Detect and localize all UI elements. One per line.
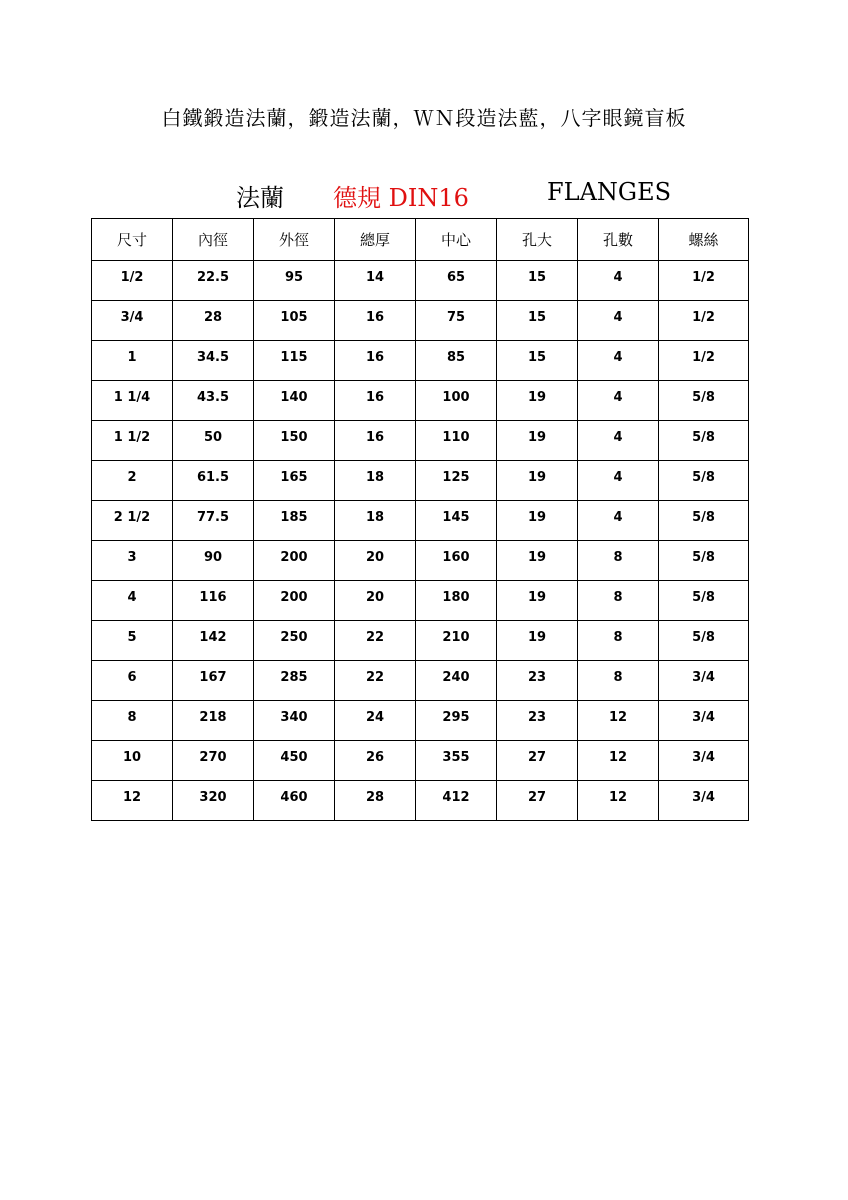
table-cell: 12 <box>578 741 659 781</box>
table-cell: 22.5 <box>173 261 254 301</box>
table-cell: 3/4 <box>659 661 749 701</box>
table-cell: 24 <box>335 701 416 741</box>
table-cell: 4 <box>578 421 659 461</box>
table-cell: 5 <box>92 621 173 661</box>
table-cell: 19 <box>497 381 578 421</box>
table-cell: 340 <box>254 701 335 741</box>
table-cell: 240 <box>416 661 497 701</box>
flange-spec-table <box>91 218 749 821</box>
table-cell: 4 <box>578 381 659 421</box>
table-cell: 20 <box>335 541 416 581</box>
table-cell: 8 <box>578 621 659 661</box>
table-cell: 115 <box>254 341 335 381</box>
table-cell: 19 <box>497 421 578 461</box>
table-cell: 75 <box>416 301 497 341</box>
column-header: 孔大 <box>497 219 578 261</box>
table-cell: 5/8 <box>659 581 749 621</box>
table-cell: 15 <box>497 341 578 381</box>
table-cell: 4 <box>578 301 659 341</box>
table-cell: 15 <box>497 301 578 341</box>
table-cell: 6 <box>92 661 173 701</box>
table-cell: 19 <box>497 621 578 661</box>
column-header: 尺寸 <box>92 219 173 261</box>
table-row <box>92 581 749 621</box>
table-title <box>0 178 848 214</box>
table-row <box>92 421 749 461</box>
table-cell: 5/8 <box>659 461 749 501</box>
table-cell: 27 <box>497 781 578 821</box>
table-cell: 14 <box>335 261 416 301</box>
table-cell: 22 <box>335 621 416 661</box>
table-cell: 10 <box>92 741 173 781</box>
table-cell: 270 <box>173 741 254 781</box>
table-row <box>92 701 749 741</box>
table-cell: 160 <box>416 541 497 581</box>
table-cell: 145 <box>416 501 497 541</box>
table-cell: 460 <box>254 781 335 821</box>
table-cell: 23 <box>497 701 578 741</box>
title-chinese: 法蘭 <box>236 184 284 212</box>
column-header: 外徑 <box>254 219 335 261</box>
table-cell: 110 <box>416 421 497 461</box>
table-cell: 116 <box>173 581 254 621</box>
table-cell: 3/4 <box>659 741 749 781</box>
table-cell: 19 <box>497 461 578 501</box>
table-cell: 295 <box>416 701 497 741</box>
table-cell: 2 <box>92 461 173 501</box>
table-cell: 3 <box>92 541 173 581</box>
table-body <box>92 261 749 821</box>
table-row <box>92 461 749 501</box>
document-header: 白鐵鍛造法蘭，鍛造法蘭，ＷＮ段造法藍，八字眼鏡盲板 <box>161 106 687 130</box>
table-cell: 3/4 <box>92 301 173 341</box>
column-header: 孔數 <box>578 219 659 261</box>
table-row <box>92 261 749 301</box>
table-cell: 61.5 <box>173 461 254 501</box>
table-cell: 19 <box>497 541 578 581</box>
table-cell: 16 <box>335 341 416 381</box>
table-cell: 28 <box>335 781 416 821</box>
table-cell: 1/2 <box>659 341 749 381</box>
table-cell: 28 <box>173 301 254 341</box>
table-cell: 15 <box>497 261 578 301</box>
table-cell: 5/8 <box>659 501 749 541</box>
table-cell: 16 <box>335 421 416 461</box>
table-cell: 1/2 <box>659 261 749 301</box>
table-cell: 250 <box>254 621 335 661</box>
table-row <box>92 621 749 661</box>
table-cell: 450 <box>254 741 335 781</box>
table-row <box>92 541 749 581</box>
table-cell: 77.5 <box>173 501 254 541</box>
table-cell: 43.5 <box>173 381 254 421</box>
table-cell: 142 <box>173 621 254 661</box>
table-cell: 85 <box>416 341 497 381</box>
table-cell: 105 <box>254 301 335 341</box>
table-cell: 125 <box>416 461 497 501</box>
table-row <box>92 781 749 821</box>
table-cell: 65 <box>416 261 497 301</box>
column-header: 總厚 <box>335 219 416 261</box>
table-cell: 12 <box>578 701 659 741</box>
table-cell: 355 <box>416 741 497 781</box>
table-cell: 185 <box>254 501 335 541</box>
table-cell: 165 <box>254 461 335 501</box>
table-cell: 1/2 <box>659 301 749 341</box>
table-cell: 90 <box>173 541 254 581</box>
table-cell: 200 <box>254 581 335 621</box>
table-cell: 2 1/2 <box>92 501 173 541</box>
table-cell: 200 <box>254 541 335 581</box>
table-cell: 34.5 <box>173 341 254 381</box>
table-cell: 218 <box>173 701 254 741</box>
table-cell: 95 <box>254 261 335 301</box>
table-cell: 4 <box>578 461 659 501</box>
table-cell: 27 <box>497 741 578 781</box>
table-cell: 412 <box>416 781 497 821</box>
table-cell: 8 <box>578 581 659 621</box>
table-cell: 18 <box>335 501 416 541</box>
table-cell: 1/2 <box>92 261 173 301</box>
table-row <box>92 381 749 421</box>
table-row <box>92 501 749 541</box>
table-row <box>92 661 749 701</box>
table-cell: 8 <box>578 541 659 581</box>
table-cell: 16 <box>335 381 416 421</box>
column-header: 中心 <box>416 219 497 261</box>
table-cell: 19 <box>497 581 578 621</box>
table-cell: 20 <box>335 581 416 621</box>
table-cell: 1 <box>92 341 173 381</box>
table-cell: 140 <box>254 381 335 421</box>
table-cell: 1 1/4 <box>92 381 173 421</box>
table-cell: 12 <box>92 781 173 821</box>
title-standard: 德規 DIN16 <box>333 184 469 212</box>
table-cell: 5/8 <box>659 381 749 421</box>
table-cell: 22 <box>335 661 416 701</box>
table-cell: 4 <box>92 581 173 621</box>
table-cell: 16 <box>335 301 416 341</box>
table-header-row <box>92 219 749 261</box>
table-cell: 19 <box>497 501 578 541</box>
table-cell: 3/4 <box>659 781 749 821</box>
table-row <box>92 741 749 781</box>
table-cell: 285 <box>254 661 335 701</box>
table-cell: 26 <box>335 741 416 781</box>
table-cell: 18 <box>335 461 416 501</box>
table-cell: 5/8 <box>659 541 749 581</box>
table-cell: 8 <box>578 661 659 701</box>
title-english: FLANGES <box>547 178 672 206</box>
column-header: 內徑 <box>173 219 254 261</box>
column-header: 螺絲 <box>659 219 749 261</box>
table-cell: 1 1/2 <box>92 421 173 461</box>
table-cell: 23 <box>497 661 578 701</box>
table-cell: 5/8 <box>659 421 749 461</box>
table-cell: 210 <box>416 621 497 661</box>
table-cell: 50 <box>173 421 254 461</box>
table-cell: 150 <box>254 421 335 461</box>
table-cell: 4 <box>578 341 659 381</box>
table-cell: 4 <box>578 261 659 301</box>
table-cell: 320 <box>173 781 254 821</box>
table-row <box>92 341 749 381</box>
table-cell: 4 <box>578 501 659 541</box>
table-row <box>92 301 749 341</box>
table-cell: 8 <box>92 701 173 741</box>
table-cell: 5/8 <box>659 621 749 661</box>
table-cell: 167 <box>173 661 254 701</box>
table-cell: 180 <box>416 581 497 621</box>
table-cell: 12 <box>578 781 659 821</box>
table-cell: 100 <box>416 381 497 421</box>
table-cell: 3/4 <box>659 701 749 741</box>
